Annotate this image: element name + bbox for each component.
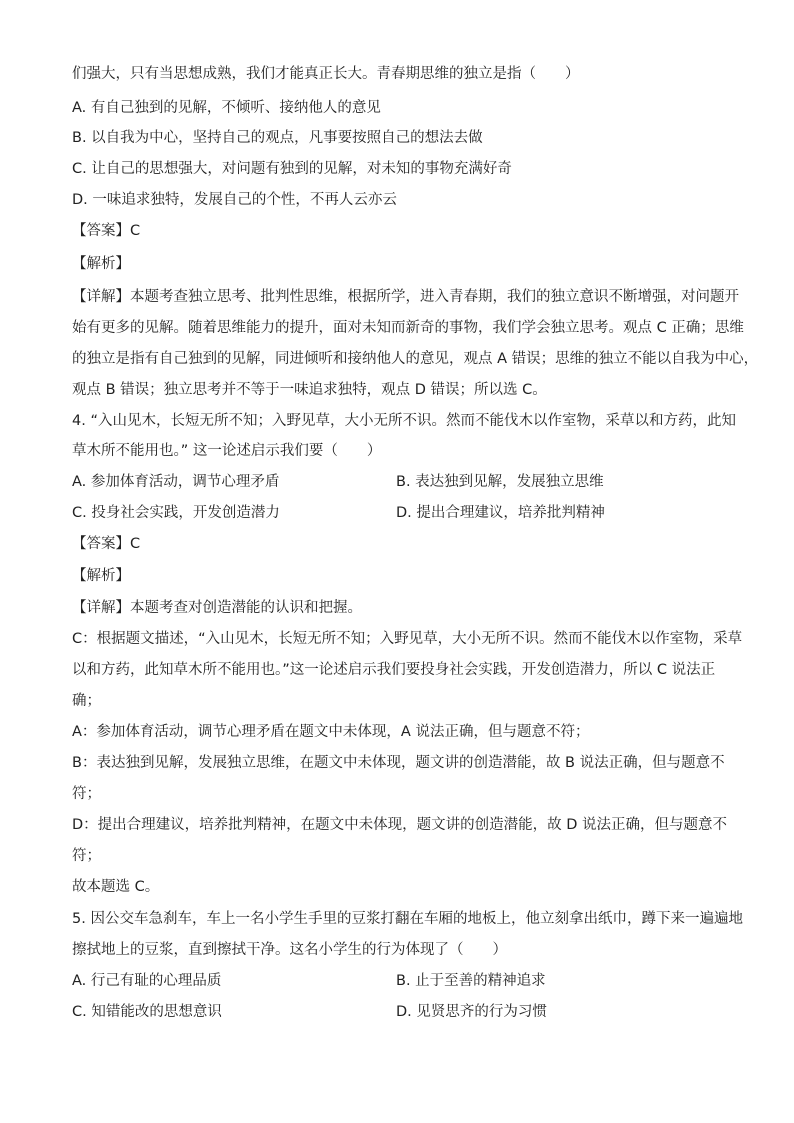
q4-detail-line: A：参加体育活动，调节心理矛盾在题文中未体现，A 说法正确，但与题意不符； bbox=[72, 724, 590, 740]
q3-answer: 【答案】C bbox=[72, 223, 141, 239]
q3-detail-line: 观点 B 错误；独立思考并不等于一味追求独特，观点 D 错误；所以选 C。 bbox=[72, 382, 547, 398]
q4-option-d: D. 提出合理建议，培养批判精神 bbox=[396, 505, 605, 521]
q3-detail-line: 【详解】本题考查独立思考、批判性思维，根据所学，进入青春期，我们的独立意识不断增强，对问题开 bbox=[72, 289, 739, 305]
q4-option-a: A. 参加体育活动，调节心理矛盾 bbox=[72, 474, 280, 490]
q5-option-a: A. 行己有耻的心理品质 bbox=[72, 973, 222, 989]
q3-detail-line: 始有更多的见解。随着思维能力的提升，面对未知而新奇的事物，我们学会独立思考。观点 C 正确；思维 bbox=[72, 320, 744, 336]
q4-analysis-label: 【解析】 bbox=[72, 568, 130, 584]
q4-detail-line: C：根据题文描述，“入山见木，长短无所不知；入野见草，大小无所不识。然而不能伐木以作室物，采草 bbox=[72, 631, 743, 647]
q4-detail-line: 确； bbox=[72, 693, 101, 709]
q4-answer: 【答案】C bbox=[72, 536, 141, 552]
q4-detail-line: D：提出合理建议，培养批判精神，在题文中未体现，题文讲的创造潜能，故 D 说法正确，但与题意不 bbox=[72, 817, 728, 833]
q3-detail-line: 的独立是指有自己独到的见解，同进倾听和接纳他人的意见，观点 A 错误；思维的独立不能以自我为中心， bbox=[72, 351, 759, 367]
q5-stem-line: 擦拭地上的豆浆，直到擦拭干净。这名小学生的行为体现了（ ） bbox=[72, 942, 507, 958]
q4-detail-line: 故本题选 C。 bbox=[72, 879, 160, 895]
q5-option-c: C. 知错能改的思想意识 bbox=[72, 1004, 222, 1020]
q5-option-b: B. 止于至善的精神追求 bbox=[396, 973, 546, 989]
q4-detail-line: 【详解】本题考查对创造潜能的认识和把握。 bbox=[72, 600, 362, 616]
q4-option-c: C. 投身社会实践，开发创造潜力 bbox=[72, 505, 280, 521]
q4-option-b: B. 表达独到见解，发展独立思维 bbox=[396, 474, 604, 490]
q3-option-b: B. 以自我为中心，坚持自己的观点，凡事要按照自己的想法去做 bbox=[72, 130, 483, 146]
q3-option-c: C. 让自己的思想强大，对问题有独到的见解，对未知的事物充满好奇 bbox=[72, 161, 512, 177]
q4-detail-line: 以和方药，此知草木所不能用也。”这一论述启示我们要投身社会实践，开发创造潜力，所以 C 说法正 bbox=[72, 662, 716, 678]
q3-option-d: D. 一味追求独特，发展自己的个性，不再人云亦云 bbox=[72, 192, 397, 208]
q5-option-d: D. 见贤思齐的行为习惯 bbox=[396, 1004, 547, 1020]
q4-detail-line: 符； bbox=[72, 848, 101, 864]
q3-option-a: A. 有自己独到的见解，不倾听、接纳他人的意见 bbox=[72, 100, 381, 116]
q3-stem: 们强大，只有当思想成熟，我们才能真正长大。青春期思维的独立是指（ ） bbox=[72, 66, 580, 82]
q3-analysis-label: 【解析】 bbox=[72, 256, 130, 272]
q4-detail-line: 符； bbox=[72, 786, 101, 802]
q4-stem-line: 草木所不能用也。” 这一论述启示我们要（ ） bbox=[72, 443, 382, 459]
q4-detail-line: B：表达独到见解，发展独立思维，在题文中未体现，题文讲的创造潜能，故 B 说法正确，但与题意不 bbox=[72, 755, 725, 771]
q4-stem-line: 4. “入山见木，长短无所不知；入野见草，大小无所不识。然而不能伐木以作室物，采草以和方药，此知 bbox=[72, 413, 736, 429]
q5-stem-line: 5. 因公交车急刹车，车上一名小学生手里的豆浆打翻在车厢的地板上，他立刻拿出纸巾，蹲下来一遍遍地 bbox=[72, 911, 743, 927]
